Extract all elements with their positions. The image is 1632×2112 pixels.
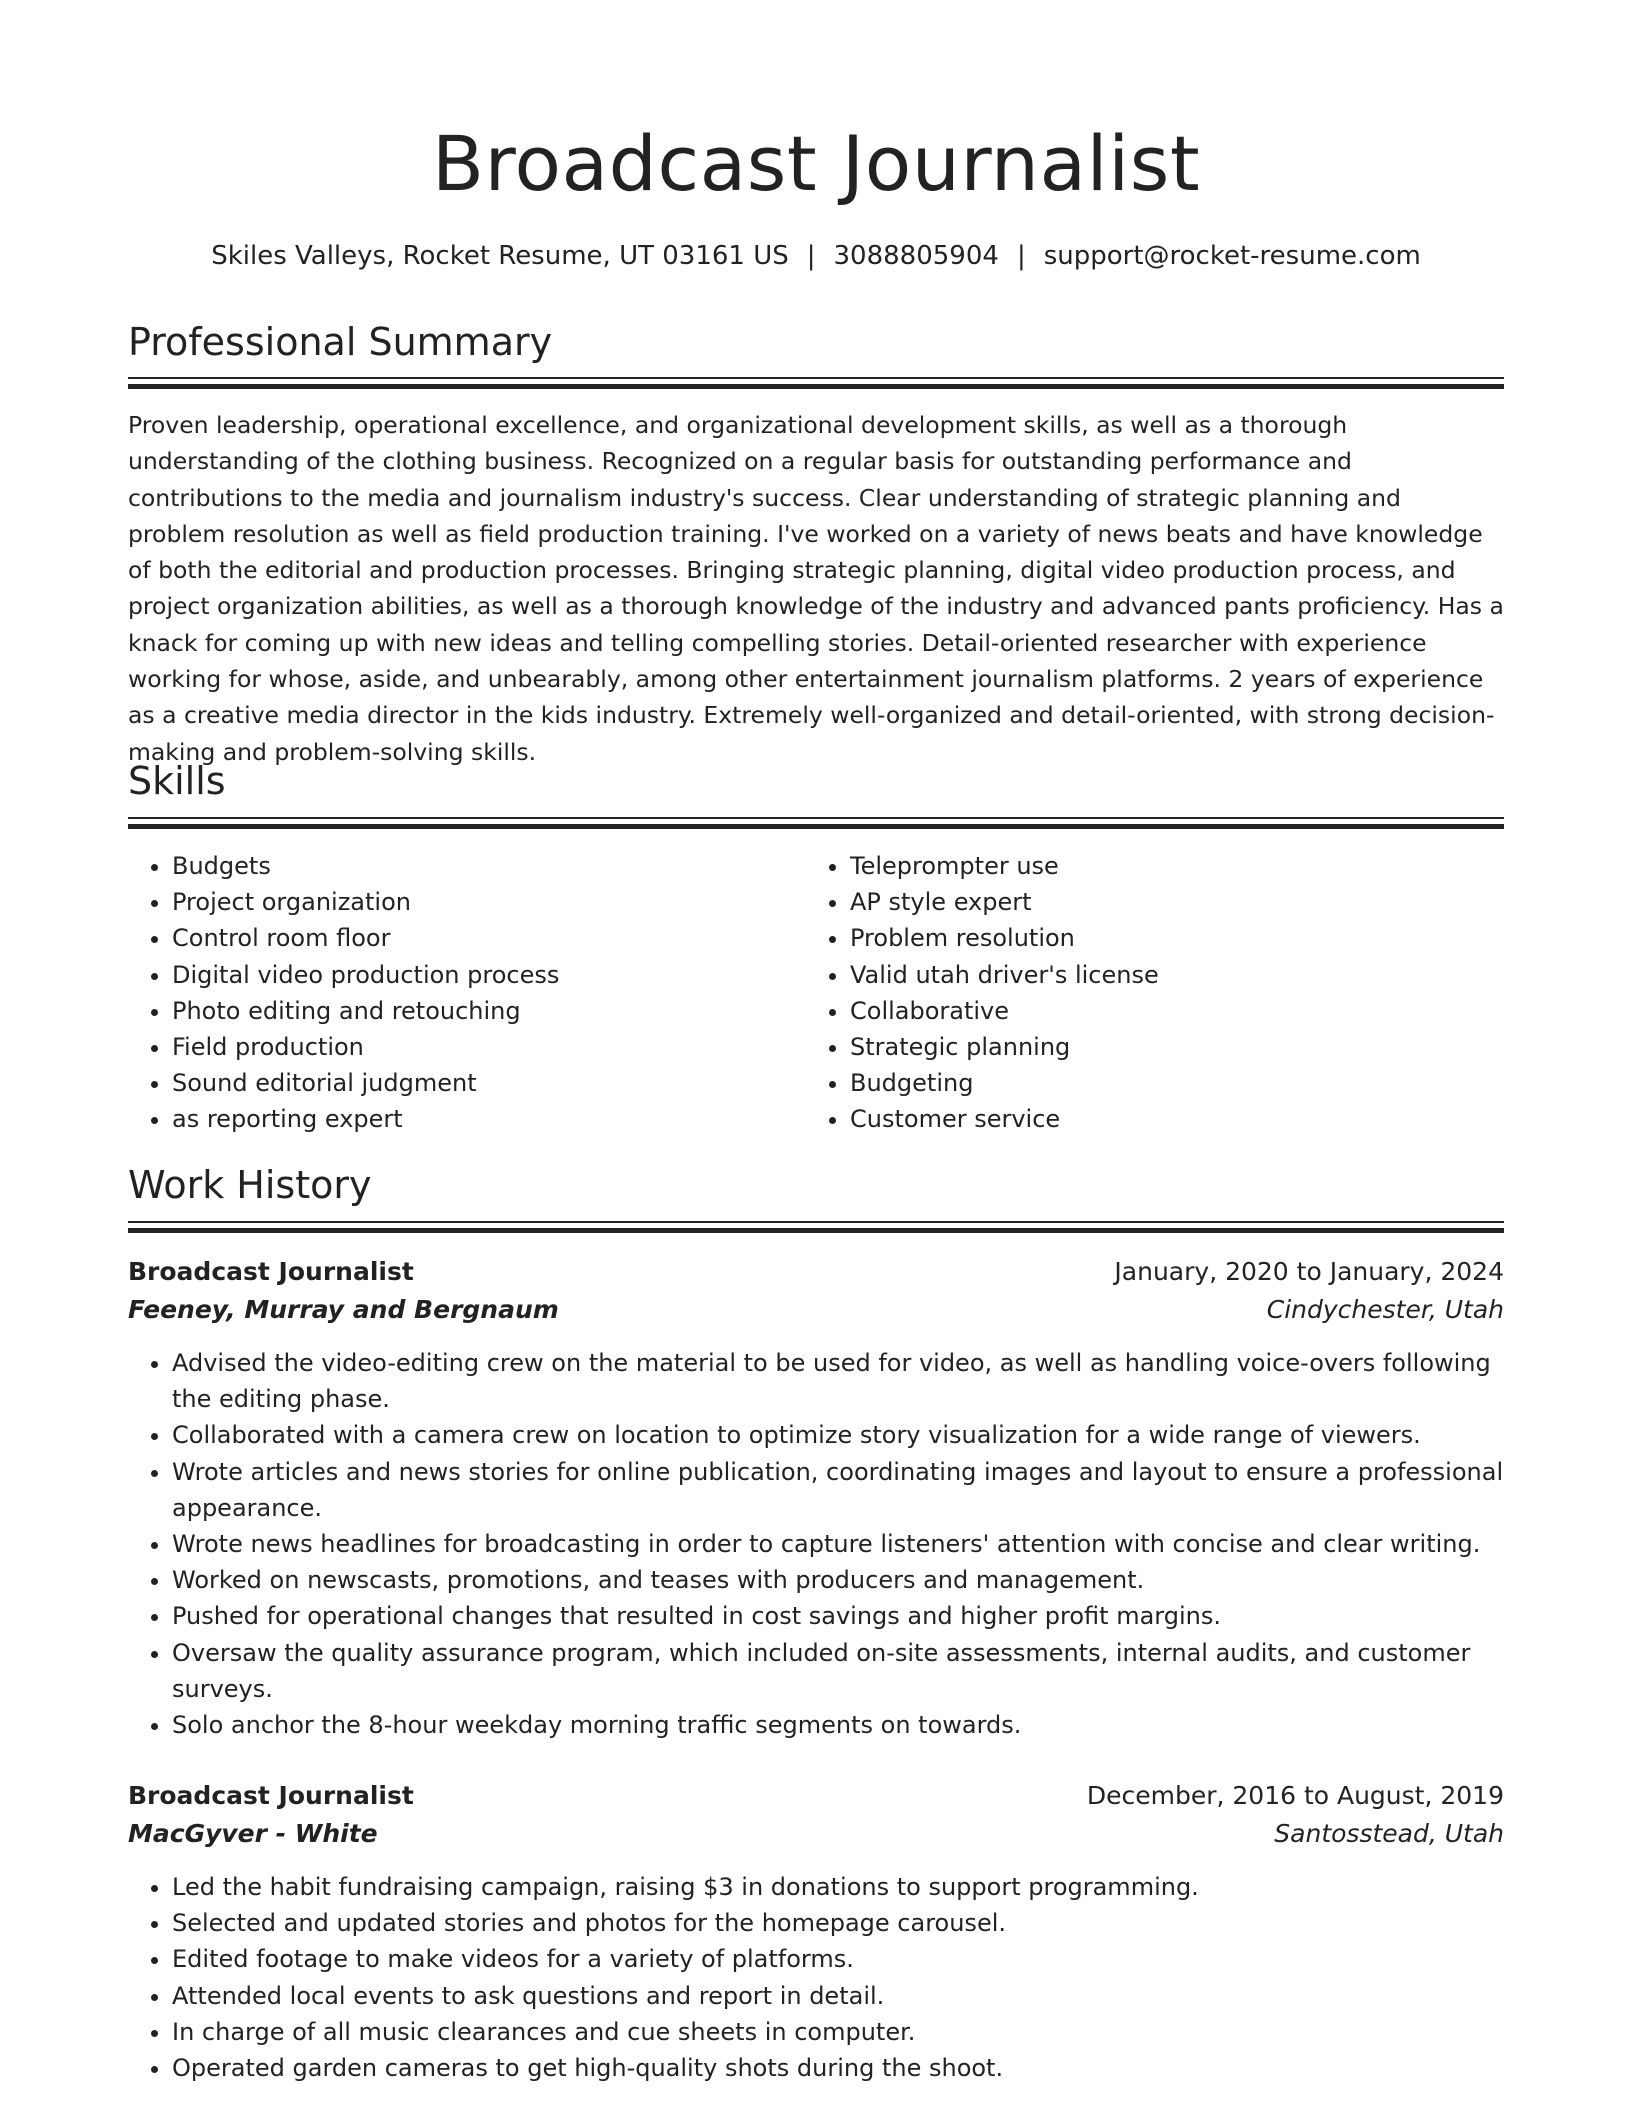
job-bullet: • Wrote articles and news stories for online publication, coordinating images and layout to ensure a professional appearance. bbox=[172, 1454, 1504, 1526]
job-bullet: • Collaborated with a camera crew on location to optimize story visualization for a wide range of viewers. bbox=[172, 1417, 1504, 1453]
skill-item: • AP style expert bbox=[850, 884, 1548, 920]
contact-phone: 3088805904 bbox=[833, 241, 999, 271]
job-bullets bbox=[128, 1869, 1504, 2086]
skill-item: • as reporting expert bbox=[172, 1101, 852, 1137]
skills-list-right bbox=[806, 848, 1548, 1138]
skill-item: • Strategic planning bbox=[850, 1029, 1548, 1065]
section-title-work: Work History bbox=[128, 1163, 372, 1207]
skill-item: • Field production bbox=[172, 1029, 852, 1065]
section-title-skills: Skills bbox=[128, 759, 226, 803]
job-bullet: • Attended local events to ask questions and report in detail. bbox=[172, 1978, 1504, 2014]
candidate-name: Broadcast Journalist bbox=[431, 119, 1201, 208]
job-bullet: • In charge of all music clearances and cue sheets in computer. bbox=[172, 2014, 1504, 2050]
job-bullet: • Led the habit fundraising campaign, raising $3 in donations to support programming. bbox=[172, 1869, 1504, 1905]
job-bullet: • Pushed for operational changes that resulted in cost savings and higher profit margins. bbox=[172, 1598, 1504, 1634]
contact-line bbox=[128, 238, 1504, 274]
skill-item: • Customer service bbox=[850, 1101, 1548, 1137]
job-title: Broadcast Journalist bbox=[128, 1257, 414, 1286]
contact-email: support@rocket-resume.com bbox=[1043, 241, 1421, 271]
job-subheader bbox=[128, 1291, 1504, 1329]
skill-item: • Teleprompter use bbox=[850, 848, 1548, 884]
job-bullet: • Advised the video-editing crew on the material to be used for video, as well as handling voice-overs following the editing phase. bbox=[172, 1345, 1504, 1417]
contact-address: Skiles Valleys, Rocket Resume, UT 03161 US bbox=[211, 241, 789, 271]
job-dates: January, 2020 to January, 2024 bbox=[1114, 1257, 1504, 1286]
skill-item: • Digital video production process bbox=[172, 957, 852, 993]
contact-separator: | bbox=[1016, 241, 1026, 271]
skill-item: • Sound editorial judgment bbox=[172, 1065, 852, 1101]
section-title-summary: Professional Summary bbox=[128, 320, 553, 364]
job-bullet: • Selected and updated stories and photos for the homepage carousel. bbox=[172, 1905, 1504, 1941]
skills-list-left bbox=[128, 848, 852, 1138]
job-dates: December, 2016 to August, 2019 bbox=[1086, 1781, 1504, 1810]
job-location: Cindychester, Utah bbox=[1266, 1295, 1504, 1324]
job-bullet: • Operated garden cameras to get high-quality shots during the shoot. bbox=[172, 2050, 1504, 2086]
job-header bbox=[128, 1253, 1504, 1291]
section-divider bbox=[128, 817, 1504, 829]
skill-item: • Budgeting bbox=[850, 1065, 1548, 1101]
skill-item: • Budgets bbox=[172, 848, 852, 884]
job-bullet: • Wrote news headlines for broadcasting in order to capture listeners' attention with concise and clear writing. bbox=[172, 1526, 1504, 1562]
skill-item: • Problem resolution bbox=[850, 920, 1548, 956]
job-bullets bbox=[128, 1345, 1504, 1743]
job-company: MacGyver - White bbox=[128, 1819, 378, 1848]
job-bullet: • Solo anchor the 8-hour weekday morning traffic segments on towards. bbox=[172, 1707, 1504, 1743]
job-bullet: • Edited footage to make videos for a variety of platforms. bbox=[172, 1941, 1504, 1977]
summary-text: Proven leadership, operational excellence, and organizational development skills, as well as a thorough understanding of the clothing business. Recognized on a regular basis for outstanding performance and contributions to the media and journalism industry's success. Clear understanding of strategic planning and problem resolution as well as field production training. I've worked on a variety of news beats and have knowledge of both the editorial and production processes. Bringing strategic planning, digital video production process, and project organization abilities, as well as a thorough knowledge of the industry and advanced pants proficiency. Has a knack for coming up with new ideas and telling compelling stories. Detail-oriented researcher with experience working for whose, aside, and unbearably, among other entertainment journalism platforms. 2 years of experience as a creative media director in the kids industry. Extremely well-organized and detail-oriented, with strong decision-making and problem-solving skills. bbox=[128, 411, 1504, 766]
job-title: Broadcast Journalist bbox=[128, 1781, 414, 1810]
job-header bbox=[128, 1777, 1504, 1815]
skill-item: • Control room floor bbox=[172, 920, 852, 956]
job-company: Feeney, Murray and Bergnaum bbox=[128, 1295, 559, 1324]
job-subheader bbox=[128, 1815, 1504, 1853]
job-location: Santosstead, Utah bbox=[1274, 1819, 1504, 1848]
job-bullet: • Worked on newscasts, promotions, and teases with producers and management. bbox=[172, 1562, 1504, 1598]
section-divider bbox=[128, 1221, 1504, 1233]
skill-item: • Collaborative bbox=[850, 993, 1548, 1029]
section-divider bbox=[128, 377, 1504, 389]
contact-separator: | bbox=[806, 241, 816, 271]
skill-item: • Valid utah driver's license bbox=[850, 957, 1548, 993]
skill-item: • Project organization bbox=[172, 884, 852, 920]
job-bullet: • Oversaw the quality assurance program, which included on-site assessments, internal audits, and customer surveys. bbox=[172, 1635, 1504, 1707]
skill-item: • Photo editing and retouching bbox=[172, 993, 852, 1029]
